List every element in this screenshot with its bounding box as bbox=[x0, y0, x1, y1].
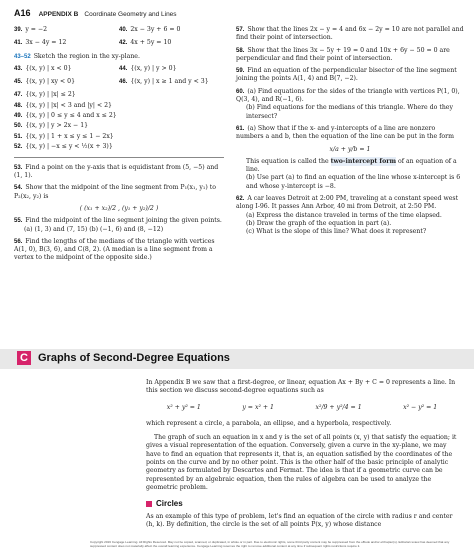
exercise-row bbox=[14, 91, 224, 99]
exercise-text: Find the midpoint of the line segment joining the given points. bbox=[25, 217, 222, 225]
exercise-text: (a) Find equations for the sides of the triangle with vertices P(1, 0), Q(3, 4), and R(−1, 6). bbox=[236, 87, 460, 104]
exercise-text: {(x, y) | x ≥ 1 and y < 3} bbox=[130, 78, 209, 86]
exercise-text: Find an equation of the perpendicular bisector of the line segment joining the points A(1, 4) and B(7, −2). bbox=[236, 67, 457, 83]
equation-row bbox=[146, 404, 458, 412]
header-title: Coordinate Geometry and Lines bbox=[84, 11, 177, 18]
paragraph: As an example of this type of problem, let's find an equation of the circle with radius r and center (h, k). By definition, the circle is the set of all points P(x, y) whose distance bbox=[146, 512, 453, 528]
exercise-text: (a) Show that if the x- and y-intercepts of a line are nonzero numbers a and b, then the equation of the line can be put in the form bbox=[236, 124, 454, 141]
divider bbox=[14, 157, 224, 158]
exercise-57 bbox=[236, 26, 464, 43]
exercise-text: 2x − 3y + 6 = 0 bbox=[130, 26, 181, 33]
exercise-55 bbox=[14, 217, 224, 234]
midpoint-formula: ( (x₁ + x₂)/2 , (y₁ + y₂)/2 ) bbox=[79, 204, 159, 212]
paragraph: which represent a circle, a parabola, an ellipse, and a hyperbola, respectively. bbox=[146, 419, 392, 427]
appendix-label: APPENDIX B bbox=[38, 11, 79, 18]
exercise-text: {(x, y) | −x ≤ y < ½(x + 3)} bbox=[25, 142, 113, 150]
exercise-61 bbox=[236, 125, 464, 191]
exercise-part: (a) Express the distance traveled in terms of the time elapsed. bbox=[246, 211, 442, 219]
definition-note bbox=[236, 158, 464, 175]
exercise-number: 51. bbox=[14, 133, 23, 140]
exercise-part: (b) Draw the graph of the equation in part (a). bbox=[246, 219, 392, 227]
hyperbola-equation: x² − y² = 1 bbox=[403, 403, 438, 411]
exercise-number: 39. bbox=[14, 27, 23, 33]
exercise-text: {(x, y) | 0 ≤ y ≤ 4 and x ≤ 2} bbox=[25, 112, 117, 120]
exercise-part: (b) Use part (a) to find an equation of the line whose x-intercept is 6 and whose y-intercept is −8. bbox=[246, 174, 461, 190]
exercise-text: 4x + 5y = 10 bbox=[130, 39, 172, 47]
exercise-number: 46. bbox=[119, 79, 128, 86]
exercise-row bbox=[14, 26, 224, 34]
exercise-row bbox=[14, 143, 224, 151]
exercise-number: 47. bbox=[14, 92, 23, 99]
exercise-number: 44. bbox=[119, 65, 128, 72]
subsection-heading bbox=[146, 500, 458, 508]
exercise-number: 55. bbox=[14, 218, 23, 225]
exercise-53 bbox=[14, 164, 224, 181]
exercise-number: 40. bbox=[119, 27, 128, 33]
exercise-row bbox=[14, 112, 224, 120]
exercise-text: {(x, y) | |x| < 3 and |y| < 2} bbox=[25, 101, 112, 109]
exercise-text: Find the lengths of the medians of the triangle with vertices A(1, 0), B(3, 6), and C(8, 2). (A median is a line segment from a vertex to the midpoint of the opposite side.) bbox=[14, 237, 215, 262]
note-text: of an equation of a line. bbox=[246, 157, 457, 174]
two-intercept-formula: x/a + y/b = 1 bbox=[329, 145, 371, 153]
exercise-number: 56. bbox=[14, 238, 23, 245]
exercise-number: 48. bbox=[14, 102, 23, 109]
parabola-equation: y = x² + 1 bbox=[242, 403, 274, 411]
exercise-number: 43. bbox=[14, 65, 23, 72]
copyright-footer: Copyright 2016 Cengage Learning. All Rights Reserved. May not be copied, scanned, or duplicated, in whole or in part. Due to electronic rights, some third party content may be suppressed from the eBook and/or eChapter(s). Editorial review has deemed that any suppressed content does not materially affect the overall learning experience. Cengage Learning reserves the right to remove additional content at any time if subsequent rights restrictions require it. bbox=[90, 540, 450, 548]
exercise-number: 53. bbox=[14, 164, 23, 171]
section-note bbox=[14, 53, 224, 61]
exercise-56 bbox=[14, 238, 224, 263]
section-body bbox=[146, 379, 458, 535]
exercise-row bbox=[14, 122, 224, 130]
exercise-part: (c) What is the slope of this line? What does it represent? bbox=[246, 228, 427, 236]
exercise-row bbox=[14, 133, 224, 141]
exercise-row bbox=[14, 78, 224, 86]
ellipse-equation: x²/9 + y²/4 = 1 bbox=[315, 403, 362, 411]
exercise-text: {(x, y) | 1 + x ≤ y ≤ 1 − 2x} bbox=[25, 132, 114, 140]
exercise-range: 43–52 bbox=[14, 53, 31, 60]
exercise-58 bbox=[236, 47, 464, 64]
note-text: This equation is called the bbox=[246, 157, 331, 165]
exercise-text: Find a point on the y-axis that is equidistant from (5, −5) and (1, 1). bbox=[14, 163, 219, 180]
exercise-text: Show that the midpoint of the line segment from P₁(x₁, y₁) to P₂(x₂, y₂) is bbox=[14, 184, 216, 200]
page-number: A16 bbox=[14, 8, 31, 18]
exercise-number: 49. bbox=[14, 113, 23, 120]
exercise-number: 50. bbox=[14, 123, 23, 130]
exercise-text: Show that the lines 3x − 5y + 19 = 0 and 10x + 6y − 50 = 0 are perpendicular and find their point of intersection. bbox=[236, 46, 450, 62]
exercise-text: Show that the lines 2x − y = 4 and 6x − 2y = 10 are not parallel and find their point of intersection. bbox=[236, 26, 464, 42]
exercise-text: {(x, y) | xy < 0} bbox=[25, 78, 76, 86]
circle-equation: x² + y² = 1 bbox=[166, 403, 201, 411]
exercise-parts: (a) (1, 3) and (7, 15) (b) (−1, 6) and (8, −12) bbox=[24, 225, 164, 233]
exercise-row bbox=[14, 39, 224, 47]
exercise-number: 45. bbox=[14, 79, 23, 86]
square-bullet-icon bbox=[146, 501, 152, 507]
exercise-number: 54. bbox=[14, 185, 23, 192]
exercise-part: (b) Find equations for the medians of this triangle. Where do they intersect? bbox=[246, 104, 453, 120]
exercise-text: 3x − 4y = 12 bbox=[25, 39, 67, 47]
exercise-59 bbox=[236, 67, 464, 84]
defined-term: two-intercept form bbox=[330, 157, 397, 165]
exercise-text: {(x, y) | y > 2x − 1} bbox=[25, 122, 89, 130]
exercise-number: 62. bbox=[236, 196, 245, 203]
exercise-number: 58. bbox=[236, 47, 245, 54]
section-letter: C bbox=[17, 351, 31, 365]
exercise-number: 41. bbox=[14, 40, 23, 47]
right-column bbox=[236, 26, 464, 241]
exercise-62 bbox=[236, 195, 464, 236]
exercise-number: 59. bbox=[236, 68, 245, 75]
exercise-text: y = −2 bbox=[25, 26, 48, 33]
subsection-title: Circles bbox=[156, 499, 183, 509]
left-column bbox=[14, 26, 224, 267]
exercise-text: {(x, y) | |x| ≤ 2} bbox=[25, 91, 76, 99]
paragraph: The graph of such an equation in x and y is the set of all points (x, y) that satisfy the equation; it gives a visual representation of the equation. Conversely, given a curve in the xy-plane, we may have to find an equation that represents it, that is, an equation satisfied by the coordinates of the points on the curve and by no other point. This is the other half of the basic principle of analytic geometry as formulated by Descartes and Fermat. The idea is that if a geometric curve can be represented by an algebraic equation, then the rules of algebra can be used to analyze the geometric problem. bbox=[146, 434, 457, 491]
exercise-row bbox=[14, 102, 224, 110]
exercise-text: {(x, y) | x < 0} bbox=[25, 64, 72, 72]
section-note-text: Sketch the region in the xy-plane. bbox=[33, 52, 140, 60]
exercise-54 bbox=[14, 184, 224, 213]
exercise-number: 42. bbox=[119, 40, 128, 47]
exercise-text: A car leaves Detroit at 2:00 PM, traveling at a constant speed west along I-96. It passes Ann Arbor, 40 mi from Detroit, at 2:50 PM. bbox=[236, 195, 459, 211]
exercise-row bbox=[14, 65, 224, 73]
exercise-number: 52. bbox=[14, 143, 23, 150]
exercise-number: 57. bbox=[236, 27, 245, 33]
section-title: Graphs of Second-Degree Equations bbox=[38, 352, 230, 364]
intro-paragraph: In Appendix B we saw that a first-degree, or linear, equation Ax + By + C = 0 represents a line. In this section we discuss second-degree equations such as bbox=[146, 379, 456, 395]
exercise-60 bbox=[236, 88, 464, 121]
exercise-number: 61. bbox=[236, 125, 245, 132]
exercise-text: {(x, y) | y > 0} bbox=[130, 64, 177, 72]
page-header bbox=[14, 8, 177, 18]
exercise-number: 60. bbox=[236, 88, 245, 95]
